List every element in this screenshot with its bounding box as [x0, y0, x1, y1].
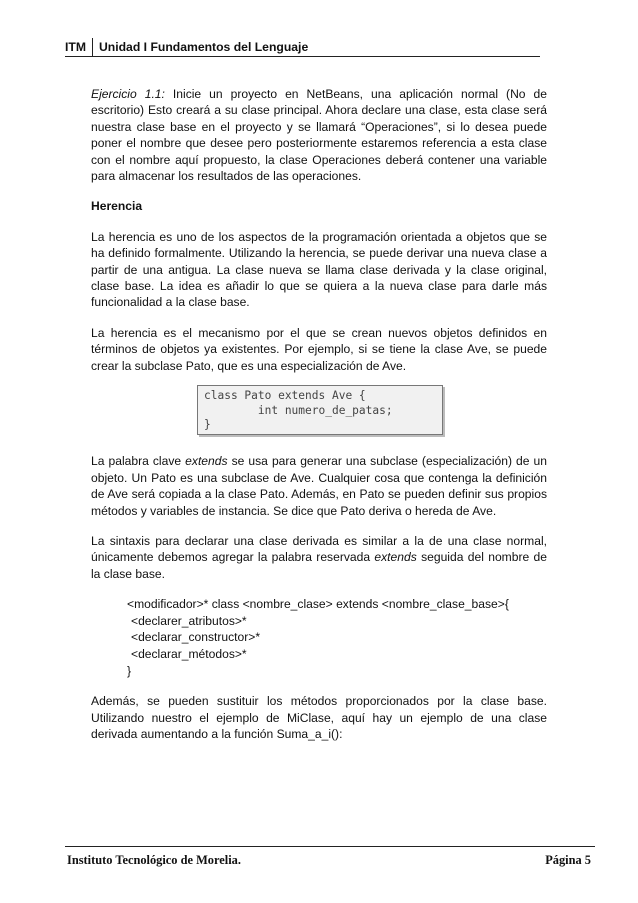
code-line: class Pato extends Ave { — [204, 389, 366, 403]
text-run: se usa para generar una subclase (especialización) de un objeto. Un Pato es una subclase de Ave. Cualquier cosa que contenga la definición de Ave será copiada a la clase Pato. Además, en Pato se pueden definir sus propios métodos y variables de instancia. Se dice que Pato deriva o hereda de Ave. — [91, 454, 547, 518]
syntax-line: <modificador>* class <nombre_clase> extends <nombre_clase_base>{ — [127, 597, 509, 612]
header-unit: Unidad I Fundamentos del Lenguaje — [98, 40, 309, 54]
code-line: } — [204, 417, 211, 431]
footer-institution: Instituto Tecnológico de Morelia. — [67, 853, 241, 867]
page-header — [65, 38, 540, 57]
paragraph-herencia-1: La herencia es uno de los aspectos de la programación orientada a objetos que se ha definido formalmente. Utilizando la herencia, se puede derivar una nueva clase a partir de una antigua. La clase nueva se llama clase derivada y la clase original, clase base. La idea es añadir lo que se quiera a la nueva clase para darle más funcionalidad a la clase base. — [91, 229, 547, 310]
footer-page-number: Página 5 — [545, 853, 591, 867]
syntax-line: <declarar_constructor>* — [131, 630, 261, 645]
code-line: int numero_de_patas; — [204, 403, 393, 417]
text-run: La sintaxis para declarar una clase derivada es similar a la de una clase normal, únicamente debemos agregar la palabra reservada — [91, 533, 547, 565]
code-example-box — [197, 385, 443, 435]
keyword-extends: extends — [185, 454, 228, 469]
exercise-text: Inicie un proyecto en NetBeans, una aplicación normal (No de escritorio) Esto creará a su clase principal. Ahora declare una clase, esta clase será nuestra clase base en el proyecto y se llamará “Operaciones”, si lo desea puede poner el nombre que desee pero posteriormente estaremos referencia a esta clase con el nombre aquí propuesto, la clase Operaciones deberá contener una variable para almacenar los resultados de las operaciones. — [91, 87, 547, 184]
header-org: ITM — [65, 38, 93, 56]
paragraph-sintaxis — [91, 533, 547, 582]
section-heading: Herencia — [91, 199, 143, 214]
exercise-label: Ejercicio 1.1: — [91, 87, 165, 101]
paragraph-extends — [91, 453, 547, 519]
syntax-line: <declarar_métodos>* — [131, 646, 247, 661]
text-run: seguida del nombre de la clase base. — [91, 550, 547, 581]
keyword-extends: extends — [374, 550, 417, 565]
paragraph-sustituir: Además, se pueden sustituir los métodos proporcionados por la clase base. Utilizando nuestro el ejemplo de MiClase, aquí hay un ejemplo de una clase derivada aumentando a la función Suma_a_i(): — [91, 694, 547, 741]
syntax-block — [127, 596, 547, 679]
paragraph-herencia-2: La herencia es el mecanismo por el que se crean nuevos objetos definidos en términos de objetos ya existentes. Por ejemplo, si se tiene la clase Ave, se puede crear la subclase Pato, que es una especialización de Ave. — [91, 325, 547, 373]
page-footer — [65, 846, 595, 867]
document-body — [91, 86, 547, 756]
exercise-paragraph — [91, 86, 547, 184]
syntax-line: } — [127, 663, 132, 678]
syntax-line: <declarer_atributos>* — [131, 613, 247, 628]
text-run: La palabra clave — [91, 454, 186, 469]
